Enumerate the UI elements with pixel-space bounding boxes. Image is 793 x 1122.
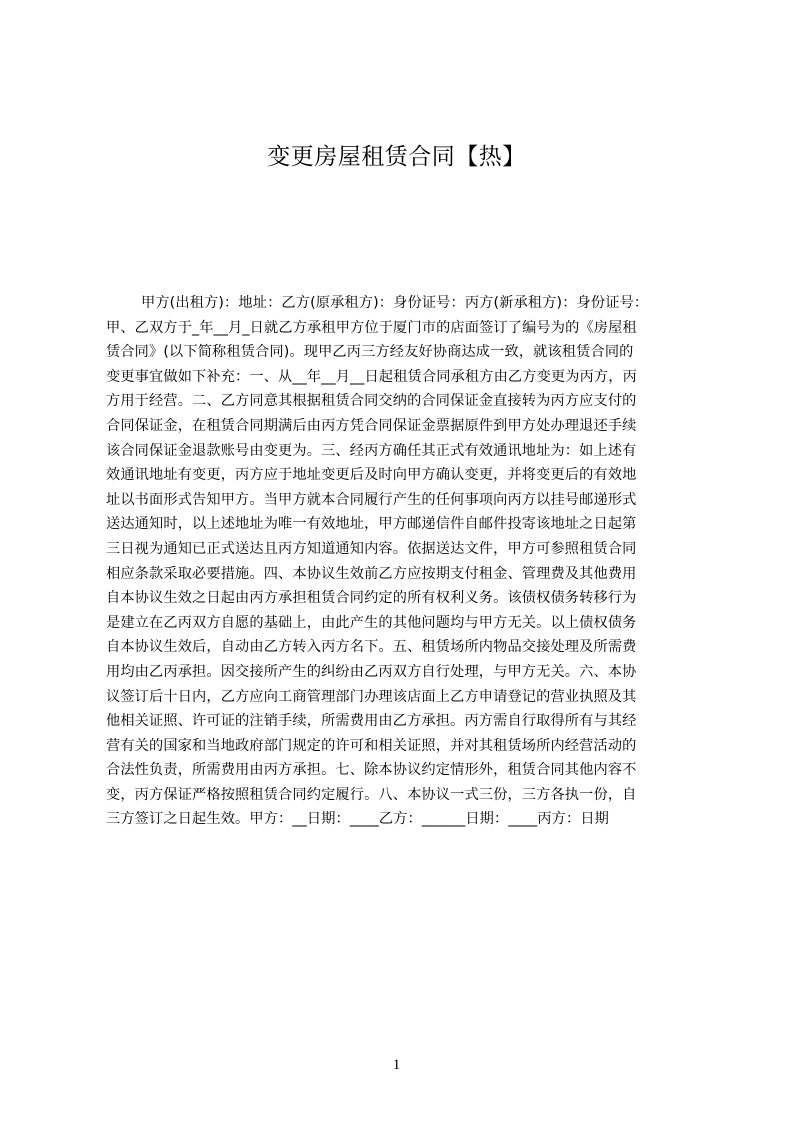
body-line: 议签订后十日内，乙方应向工商管理部门办理该店面上乙方申请登记的营业执照及其: [106, 688, 637, 705]
body-line: 三日视为通知已正式送达且丙方知道通知内容。依据送达文件，甲方可参照租赁合同: [106, 540, 637, 557]
body-line: 甲方(出租方)：地址：乙方(原承租方)：身份证号：丙方(新承租方)：身份证号：: [141, 295, 649, 311]
body-line: 合法性负责，所需费用由丙方承担。七、除本协议约定情形外，租赁合同其他内容不: [106, 762, 637, 779]
body-line: 送达通知时，以上述地址为唯一有效地址，甲方邮递信件自邮件投寄该地址之日起第: [106, 516, 637, 533]
body-line: 营有关的国家和当地政府部门规定的许可和相关证照，并对其租赁场所内经营活动的: [106, 737, 637, 754]
body-line: 是建立在乙丙双方自愿的基础上，由此产生的其他问题均与甲方无关。以上债权债务: [106, 614, 637, 631]
document-title: 变更房屋租赁合同【热】: [267, 144, 526, 170]
body-line: 自本协议生效后，自动由乙方转入丙方名下。五、租赁场所内物品交接处理及所需费: [106, 639, 637, 656]
page-number: 1: [392, 1057, 401, 1073]
body-line: 三方签订之日起生效。甲方：__日期：____乙方：______日期：____丙方：日期: [106, 811, 610, 828]
body-line: 该合同保证金退款账号由变更为。三、经丙方确任其正式有效通讯地址为：如上述有: [106, 442, 637, 459]
body-line: 变更事宜做如下补充：一、从__年__月__日起租赁合同承租方由乙方变更为丙方，丙: [106, 368, 637, 385]
contract-body: [106, 291, 706, 832]
body-line: 相应条款采取必要措施。四、本协议生效前乙方应按期支付租金、管理费及其他费用: [106, 565, 637, 582]
body-line: 址以书面形式告知甲方。当甲方就本合同履行产生的任何事项向丙方以挂号邮递形式: [106, 491, 637, 508]
body-line: 自本协议生效之日起由丙方承担租赁合同约定的所有权利义务。该债权债务转移行为: [106, 590, 637, 607]
body-line: 他相关证照、许可证的注销手续，所需费用由乙方承担。丙方需自行取得所有与其经: [106, 713, 637, 730]
body-line: 甲、乙双方于_年__月_日就乙方承租甲方位于厦门市的店面签订了编号为的《房屋租: [106, 319, 637, 336]
body-line: 变，丙方保证严格按照租赁合同约定履行。八、本协议一式三份，三方各执一份，自: [106, 786, 637, 803]
body-line: 赁合同》(以下简称租赁合同)。现甲乙丙三方经友好协商达成一致，就该租赁合同的: [106, 344, 634, 361]
body-line: 效通讯地址有变更，丙方应于地址变更后及时向甲方确认变更，并将变更后的有效地: [106, 467, 637, 484]
body-line: 用均由乙丙承担。因交接所产生的纠纷由乙丙双方自行处理，与甲方无关。六、本协: [106, 663, 637, 680]
body-line: 合同保证金，在租赁合同期满后由丙方凭合同保证金票据原件到甲方处办理退还手续: [106, 417, 637, 434]
body-line: 方用于经营。二、乙方同意其根据租赁合同交纳的合同保证金直接转为丙方应支付的: [106, 393, 637, 410]
